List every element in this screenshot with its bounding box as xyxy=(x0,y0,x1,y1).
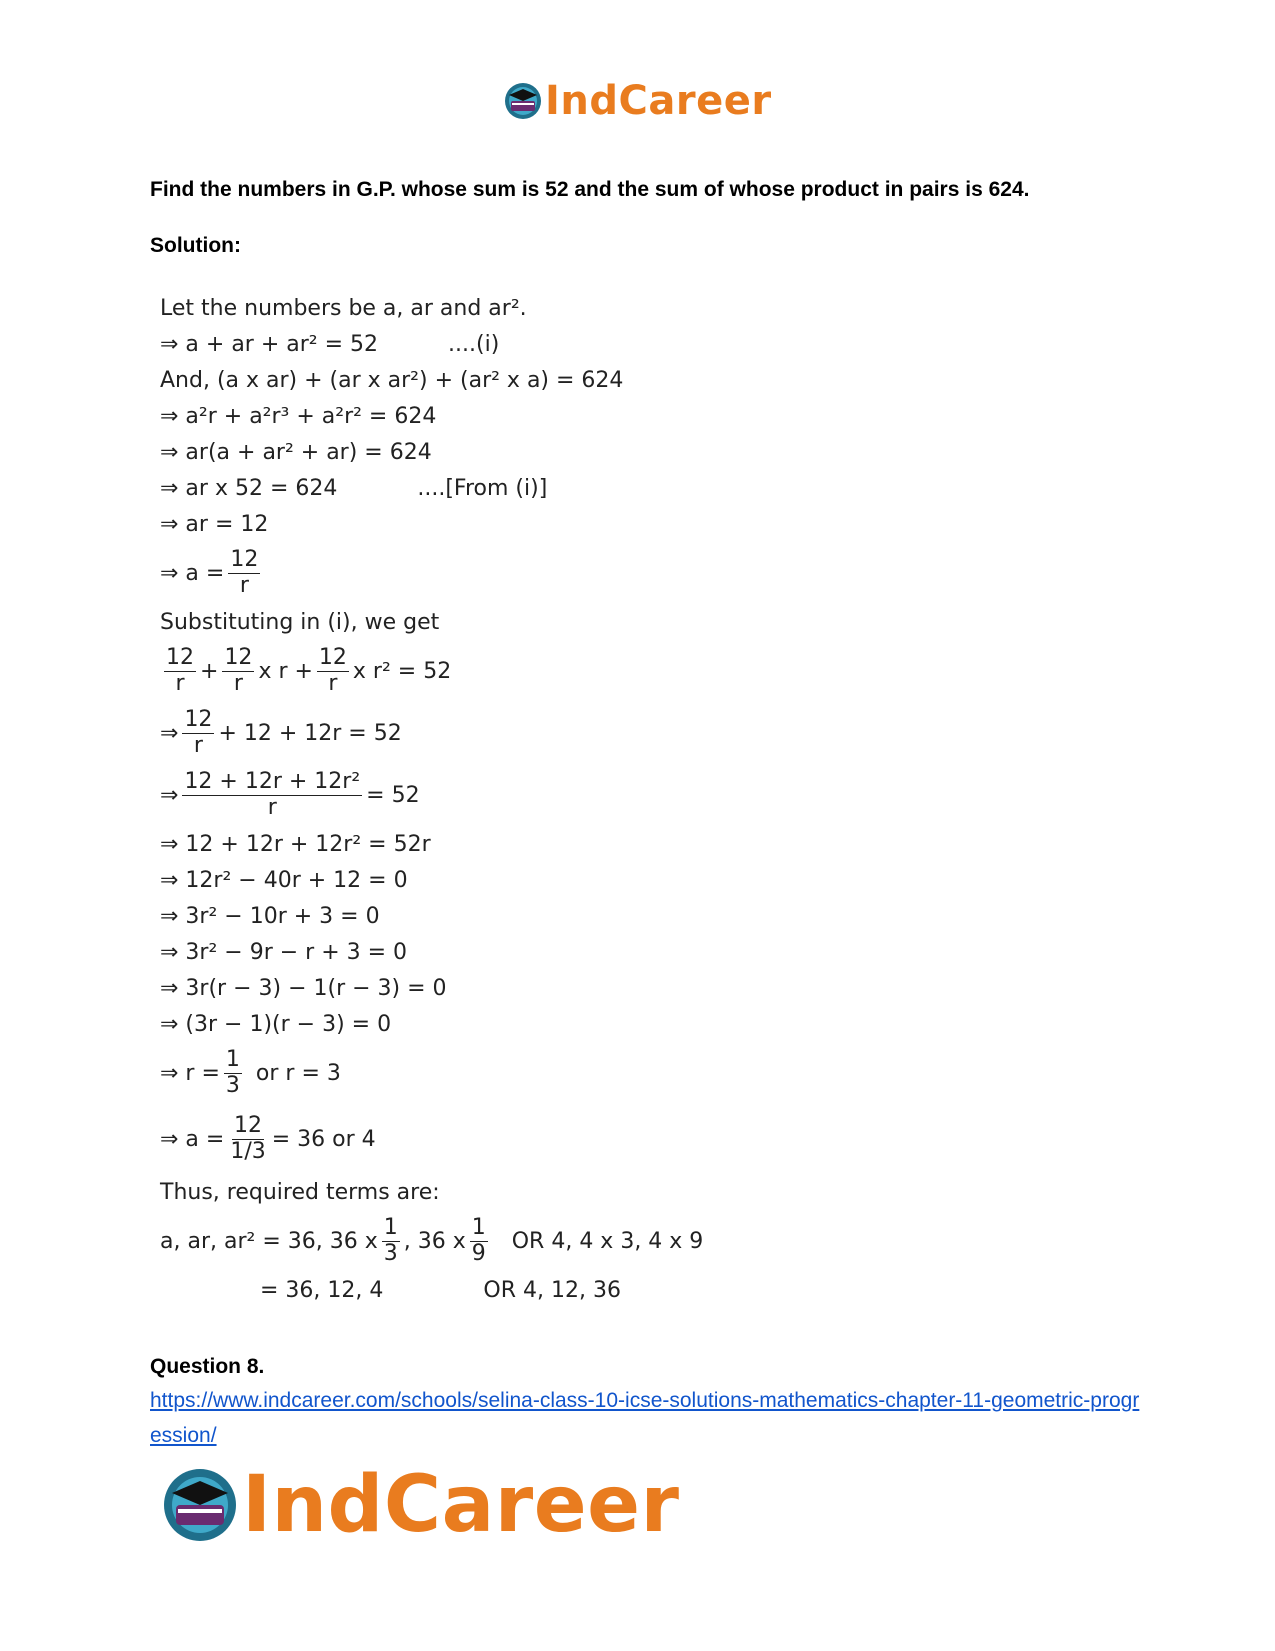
denominator: r xyxy=(175,670,185,696)
operator: + xyxy=(200,658,219,684)
term: = 52 xyxy=(366,782,420,808)
fraction xyxy=(228,1114,267,1163)
numerator: 1 xyxy=(225,1047,240,1073)
numerator: 1 xyxy=(471,1215,486,1241)
denominator: r xyxy=(239,572,249,598)
numerator: 12 xyxy=(224,645,253,671)
step-20-pre: ⇒ a = xyxy=(160,1126,225,1152)
step-22 xyxy=(160,1210,800,1272)
next-question-label: Question 8. xyxy=(150,1355,265,1378)
step-3: And, (a x ar) + (ar x ar²) + (ar² x a) = 624 xyxy=(160,367,624,393)
graduation-book-icon xyxy=(160,1465,240,1545)
fraction xyxy=(382,1216,400,1265)
step-23 xyxy=(160,1272,800,1308)
term: x r² = 52 xyxy=(352,658,452,684)
denominator: 1/3 xyxy=(230,1138,266,1164)
term: x r + xyxy=(258,658,313,684)
source-link[interactable]: https://www.indcareer.com/schools/selina-class-10-icse-solutions-mathematics-chapter-11-geometric-progression/ xyxy=(150,1389,1140,1447)
fraction xyxy=(317,646,349,695)
step-21: Thus, required terms are: xyxy=(160,1179,440,1205)
step-9: Substituting in (i), we get xyxy=(160,609,440,635)
fraction xyxy=(222,646,254,695)
denominator: r xyxy=(233,670,243,696)
fraction xyxy=(228,548,260,597)
step-6 xyxy=(160,470,800,506)
step-15: ⇒ 3r² − 10r + 3 = 0 xyxy=(160,903,380,929)
step-2 xyxy=(160,326,800,362)
logo-text: IndCareer xyxy=(545,78,772,124)
step-19-pre: ⇒ r = xyxy=(160,1060,220,1086)
fraction xyxy=(164,646,196,695)
implies: ⇒ xyxy=(160,720,179,746)
step-22-pre: a, ar, ar² = 36, 36 x xyxy=(160,1228,378,1254)
step-16: ⇒ 3r² − 9r − r + 3 = 0 xyxy=(160,939,408,965)
step-2-tag: ....(i) xyxy=(448,331,500,357)
numerator: 12 xyxy=(318,645,347,671)
step-20 xyxy=(160,1104,800,1174)
step-5: ⇒ ar(a + ar² + ar) = 624 xyxy=(160,439,432,465)
step-22-post: OR 4, 4 x 3, 4 x 9 xyxy=(511,1228,704,1254)
step-13: ⇒ 12 + 12r + 12r² = 52r xyxy=(160,831,431,857)
step-6-eq: ⇒ ar x 52 = 624 xyxy=(160,475,338,501)
step-12 xyxy=(160,764,800,826)
numerator: 12 xyxy=(234,1113,263,1139)
step-4: ⇒ a²r + a²r³ + a²r² = 624 xyxy=(160,403,437,429)
step-22-mid: , 36 x xyxy=(403,1228,466,1254)
step-23-b: OR 4, 12, 36 xyxy=(483,1277,621,1303)
denominator: 3 xyxy=(225,1072,240,1098)
graduation-book-icon xyxy=(503,81,543,121)
step-17: ⇒ 3r(r − 3) − 1(r − 3) = 0 xyxy=(160,975,447,1001)
denominator: 3 xyxy=(383,1240,398,1266)
denominator: r xyxy=(193,732,203,758)
step-11 xyxy=(160,702,800,764)
solution-steps xyxy=(160,290,800,1308)
header-logo xyxy=(503,78,772,124)
step-14: ⇒ 12r² − 40r + 12 = 0 xyxy=(160,867,408,893)
step-8-pre: ⇒ a = xyxy=(160,560,225,586)
denominator: r xyxy=(328,670,338,696)
fraction xyxy=(182,770,362,819)
question-text: Find the numbers in G.P. whose sum is 52 and the sum of whose product in pairs is 624. xyxy=(150,178,1030,201)
solution-label: Solution: xyxy=(150,234,241,257)
logo-text: IndCareer xyxy=(242,1460,680,1550)
numerator: 12 + 12r + 12r² xyxy=(184,769,361,795)
footer-logo xyxy=(160,1460,680,1550)
step-19-post: or r = 3 xyxy=(255,1060,341,1086)
step-10 xyxy=(160,640,800,702)
step-7: ⇒ ar = 12 xyxy=(160,511,269,537)
step-2-eq: ⇒ a + ar + ar² = 52 xyxy=(160,331,379,357)
denominator: 9 xyxy=(471,1240,486,1266)
fraction xyxy=(182,708,214,757)
numerator: 1 xyxy=(383,1215,398,1241)
fraction xyxy=(224,1048,242,1097)
step-6-tag: ....[From (i)] xyxy=(417,475,548,501)
step-19 xyxy=(160,1042,800,1104)
numerator: 12 xyxy=(184,707,213,733)
step-18: ⇒ (3r − 1)(r − 3) = 0 xyxy=(160,1011,392,1037)
term: + 12 + 12r = 52 xyxy=(218,720,402,746)
numerator: 12 xyxy=(166,645,194,671)
numerator: 12 xyxy=(230,547,259,573)
implies: ⇒ xyxy=(160,782,179,808)
fraction xyxy=(470,1216,488,1265)
step-8 xyxy=(160,542,800,604)
step-23-a: = 36, 12, 4 xyxy=(260,1277,384,1303)
denominator: r xyxy=(267,794,277,820)
step-1: Let the numbers be a, ar and ar². xyxy=(160,295,527,321)
step-20-post: = 36 or 4 xyxy=(271,1126,376,1152)
